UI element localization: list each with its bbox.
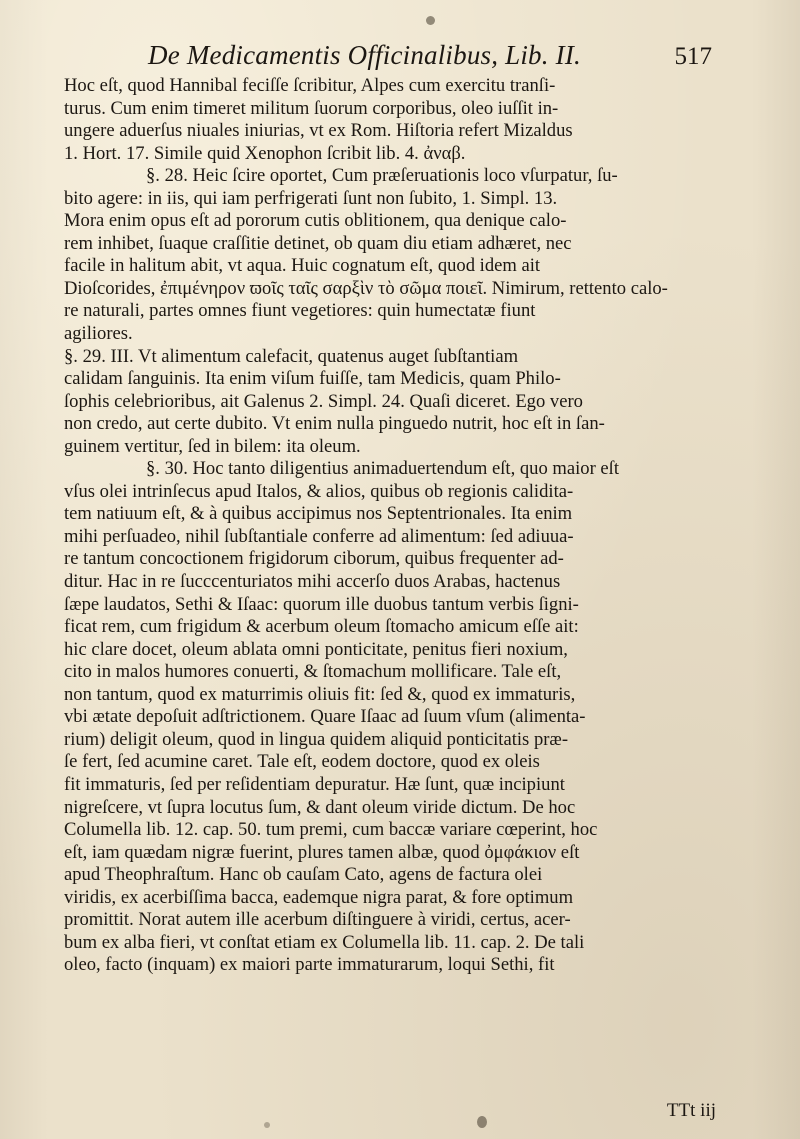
- text-line: cito in malos humores conuerti, & ſtomachum mollificare. Tale eſt,: [64, 661, 562, 683]
- text-line: apud Theophraſtum. Hanc ob cauſam Cato, agens de factura olei: [64, 864, 543, 886]
- text-line: 1. Hort. 17. Simile quid Xenophon ſcribit lib. 4. ἀναβ.: [64, 142, 466, 164]
- text-line: §. 28. Heic ſcire oportet, Cum præſeruationis loco vſurpatur, ſu-: [146, 165, 618, 187]
- text-line: bito agere: in iis, qui iam perfrigerati ſunt non ſubito, 1. Simpl. 13.: [64, 187, 558, 209]
- text-line: rem inhibet, ſuaque craſſitie detinet, ob quam diu etiam adhæret, nec: [64, 232, 572, 254]
- text-line: viridis, ex acerbiſſima bacca, eademque nigra parat, & fore optimum: [64, 886, 574, 908]
- text-line: turus. Cum enim timeret militum ſuorum corporibus, oleo iuſſit in-: [64, 97, 559, 119]
- body-text: [64, 75, 718, 977]
- text-line: fit immaturis, ſed per reſidentiam depuratur. Hæ ſunt, quæ incipiunt: [64, 773, 565, 795]
- running-head: De Medicamentis Officinalibus, Lib. II.: [148, 40, 581, 70]
- text-line: §. 30. Hoc tanto diligentius animaduertendum eſt, quo maior eſt: [146, 458, 620, 480]
- text-line: eſt, iam quædam nigræ fuerint, plures tamen albæ, quod ὀμφάκιον eſt: [64, 841, 580, 863]
- text-line: bum ex alba fieri, vt conſtat etiam ex Columella lib. 11. cap. 2. De tali: [64, 931, 585, 953]
- text-line: agiliores.: [64, 323, 133, 345]
- text-line: tem natiuum eſt, & à quibus accipimus nos Septentrionales. Ita enim: [64, 503, 573, 525]
- text-line: vſus olei intrinſecus apud Italos, & alios, quibus ob regionis calidita-: [64, 480, 574, 502]
- page-header: [64, 40, 714, 76]
- text-line: ſophis celebrioribus, ait Galenus 2. Simpl. 24. Quaſi diceret. Ego vero: [64, 390, 583, 412]
- ink-stain-top: [426, 16, 435, 25]
- text-line: Dioſcorides, ἐπιμένηρον ϖοῖς ταῖς σαρξὶν τὸ σῶμα ποιεῖ. Nimirum, rettento calo-: [64, 277, 668, 299]
- text-line: facile in halitum abit, vt aqua. Huic cognatum eſt, quod idem ait: [64, 255, 541, 277]
- signature-mark: TTt iij: [666, 1100, 716, 1121]
- text-line: ditur. Hac in re ſucccenturiatos mihi accerſo duos Arabas, hactenus: [64, 571, 561, 593]
- page-number: 517: [674, 43, 712, 70]
- text-line: Hoc eſt, quod Hannibal feciſſe ſcribitur, Alpes cum exercitu tranſi-: [64, 75, 556, 96]
- text-line: re naturali, partes omnes fiunt vegetiores: quin humectatæ fiunt: [64, 300, 536, 322]
- text-line: oleo, facto (inquam) ex maiori parte immaturarum, loqui Sethi, fit: [64, 954, 555, 976]
- text-line: Columella lib. 12. cap. 50. tum premi, cum baccæ variare cœperint, hoc: [64, 819, 598, 841]
- text-line: Mora enim opus eſt ad pororum cutis oblitionem, qua denique calo-: [64, 210, 567, 232]
- ink-stain-bottom-left: [264, 1122, 270, 1128]
- text-line: promittit. Norat autem ille acerbum diſtinguere à viridi, certus, acer-: [64, 909, 571, 931]
- text-line: calidam ſanguinis. Ita enim viſum fuiſſe, tam Medicis, quam Philo-: [64, 368, 561, 390]
- text-line: ſæpe laudatos, Sethi & Iſaac: quorum ille duobus tantum verbis ſigni-: [64, 593, 579, 615]
- text-line: re tantum concoctionem frigidorum ciborum, quibus frequenter ad-: [64, 548, 564, 570]
- text-line: hic clare docet, oleum ablata omni ponticitate, penitus fieri noxium,: [64, 638, 568, 660]
- text-line: mihi perſuadeo, nihil ſubſtantiale conferre ad alimentum: ſed adiuua-: [64, 525, 574, 547]
- text-line: nigreſcere, vt ſupra locutus ſum, & dant oleum viride dictum. De hoc: [64, 796, 576, 818]
- text-line: non credo, aut certe dubito. Vt enim nulla pinguedo nutrit, hoc eſt in ſan-: [64, 413, 605, 435]
- text-line: ſe fert, ſed acumine caret. Tale eſt, eodem doctore, quod ex oleis: [64, 751, 540, 773]
- text-line: rium) deligit oleum, quod in lingua quidem aliquid ponticitatis præ-: [64, 728, 569, 750]
- text-line: ungere aduerſus niuales iniurias, vt ex Rom. Hiſtoria refert Mizaldus: [64, 120, 573, 142]
- text-line: vbi ætate depoſuit adſtrictionem. Quare Iſaac ad ſuum vſum (alimenta-: [64, 706, 586, 728]
- text-line: guinem vertitur, ſed in bilem: ita oleum.: [64, 435, 361, 457]
- ink-stain-bottom: [477, 1116, 487, 1128]
- text-line: non tantum, quod ex maturrimis oliuis fit: ſed &, quod ex immaturis,: [64, 683, 576, 705]
- text-line: ficat rem, cum frigidum & acerbum oleum ſtomacho amicum eſſe ait:: [64, 616, 579, 638]
- text-line: §. 29. III. Vt alimentum calefacit, quatenus auget ſubſtantiam: [64, 345, 519, 367]
